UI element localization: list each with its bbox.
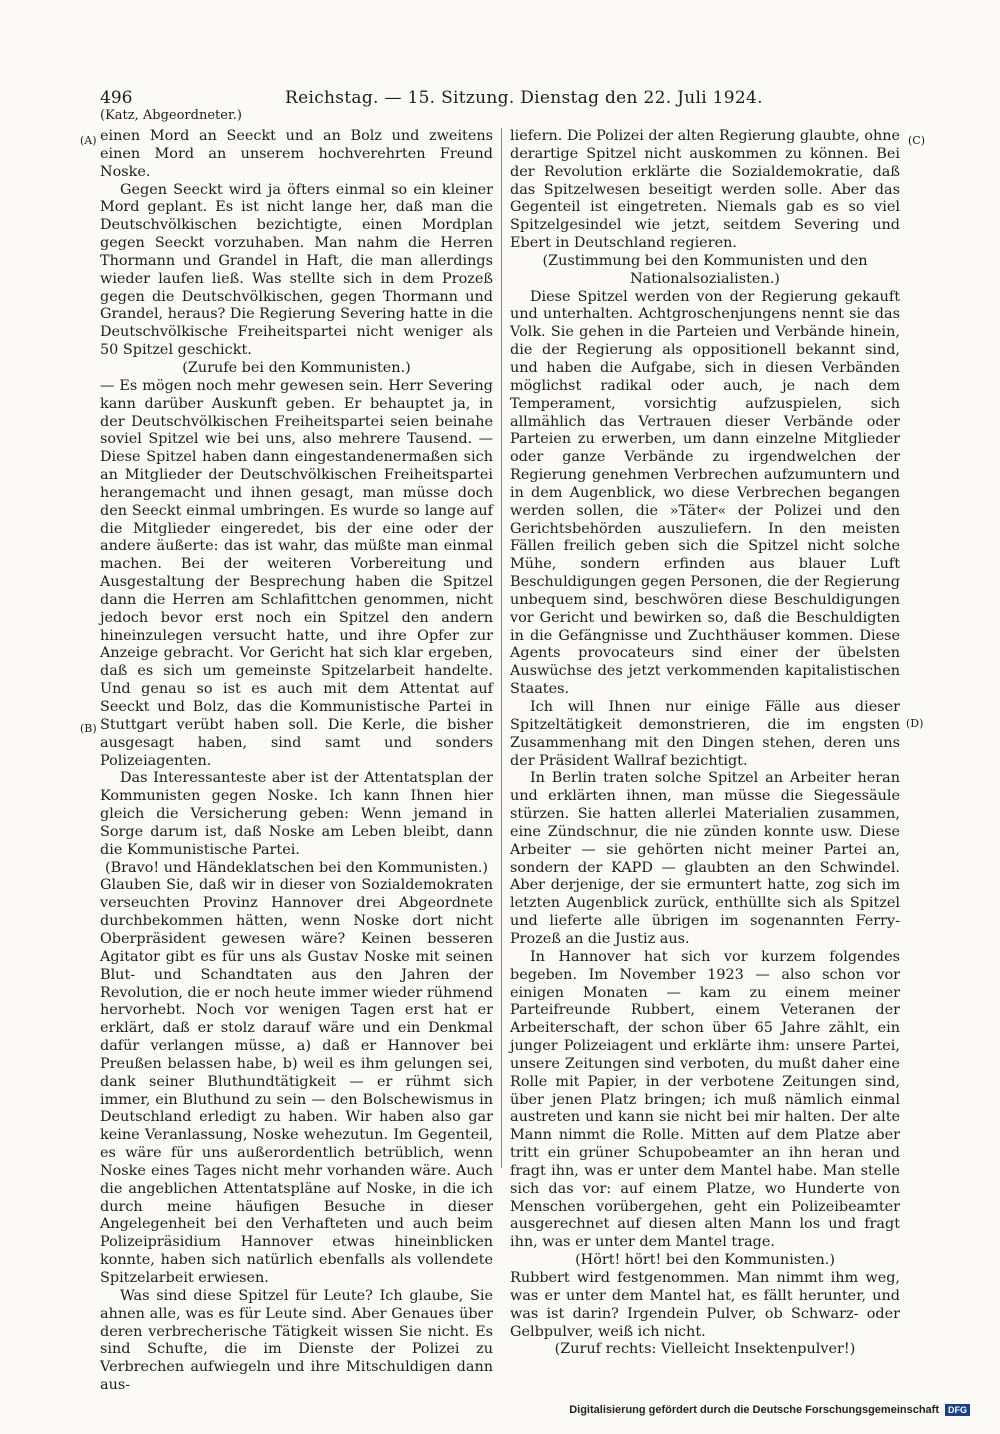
margin-marker-d: (D) xyxy=(906,717,924,730)
paragraph: Rubbert wird festgenommen. Man nimmt ihm weg, was er unter dem Mantel hat, es fällt herunter, und was ist darin? Irgendein Pulver, ob Schwarz- oder Gelbpulver, weiß ich nicht. xyxy=(510,1270,900,1340)
right-column xyxy=(510,128,900,1359)
left-column xyxy=(100,128,493,1395)
page-header xyxy=(100,88,910,110)
interjection: (Zustimmung bei den Kommunisten und den Nationalsozialisten.) xyxy=(542,252,868,287)
interjection: (Bravo! und Händeklatschen bei den Kommunisten.) xyxy=(104,859,489,876)
paragraph: Gegen Seeckt wird ja öfters einmal so ein kleiner Mord geplant. Es ist nicht lange her, daß man die Deutschvölkischen bezichtigte, einen Mordplan gegen Seeckt vorzuhaben. Man nahm die Herren Thormann und Grandel in Haft, die man allerdings wieder laufen ließ. Was stellte sich in dem Prozeß gegen die Deutschvölkischen, gegen Thormann und Grandel, heraus? Die Regierung Severing hatte in die Deutschvölkische Freiheitspartei nicht weniger als 50 Spitzel geschickt. xyxy=(100,181,493,359)
interjection: (Zuruf rechts: Vielleicht Insektenpulver!) xyxy=(554,1341,856,1358)
paragraph: liefern. Die Polizei der alten Regierung glaubte, ohne derartige Spitzel nicht auskommen zu können. Bei der Revolution erklärte die Sozialdemokratie, daß das Spitzelwesen beseitigt werden solle. Aber das Gegenteil ist eingetreten. Niemals gab es so viel Spitzelgesindel wie jetzt, seitdem Severing und Ebert in Deutschland regieren. xyxy=(510,128,900,252)
paragraph: — Es mögen noch mehr gewesen sein. Herr Severing kann darüber Auskunft geben. Er behauptet ja, in der Deutschvölkischen Freiheitspartei seien beinahe soviel Spitzel wie bei uns, also mehrere Tausend. — Diese Spitzel haben dann eingestandenermaßen sich an Mitglieder der Deutschvölkischen Freiheitspartei herangemacht und ihnen gesagt, man müsse doch den Seeckt einmal umbringen. Es wurde so lange auf die Mitglieder eingeredet, bis der eine oder der andere äußerte: das ist wahr, das müßte man einmal machen. Bei der weiteren Vorbereitung und Ausgestaltung der Besprechung haben die Spitzel dann die Herren am Schlafittchen genommen, nicht jedoch bevor erst noch ein Spitzel den andern hineinzulegen versucht hatte, und ihre Opfer zur Anzeige gebracht. Vor Gericht hat sich klar ergeben, daß es sich um gemeinste Spitzelarbeit handelte. Und genau so ist es auch mit dem Attentat auf Seeckt und Bolz, das die Kommunistische Partei in Stuttgart verübt haben soll. Die Kerle, die bisher ausgesagt haben, sind samt und sonders Polizeiagenten. xyxy=(100,377,493,769)
page-number: 496 xyxy=(100,88,133,108)
dfg-logo: DFG xyxy=(945,1404,970,1416)
column-divider xyxy=(501,128,502,1168)
paragraph: einen Mord an Seeckt und an Bolz und zweitens einen Mord an unserem hochverehrten Freund Noske. xyxy=(100,128,493,180)
running-title: Reichstag. — 15. Sitzung. Dienstag den 22. Juli 1924. xyxy=(285,88,763,108)
paragraph: Diese Spitzel werden von der Regierung gekauft und unterhalten. Achtgroschenjungens nennt sie das Volk. Sie gehen in die Parteien und Verbände hinein, die der Regierung als oppositionell bekannt sind, und haben die Aufgabe, sich in diesen Verbänden möglichst radikal oder auch, je nach dem Temperament, vorsichtig aufzuspielen, sich allmählich das Vertrauen dieser Verbände oder Parteien zu erwerben, um dann einzelne Mitglieder oder ganze Verbände zu irgendwelchen der Regierung genehmen Verbrechen aufzumuntern und in dem Augenblick, wo diese Verbrechen begangen werden sollen, die »Täter« der Polizei und den Gerichtsbehörden auszuliefern. In den meisten Fällen freilich geben sich die Spitzel nicht solche Mühe, sondern erfinden aus blauer Luft Beschuldigungen gegen Personen, die der Regierung unbequem sind, beschwören diese Beschuldigungen vor Gericht und bewirken so, daß die Beschuldigten in die Gefängnisse und Zuchthäuser kommen. Diese Agents provocateurs sind einer der übelsten Auswüchse des jetzt verkommenden kapitalistischen Staates. xyxy=(510,288,900,698)
paragraph: In Berlin traten solche Spitzel an Arbeiter heran und erklärten ihnen, man müsse die Siegessäule stürzen. Sie hatten allerlei Materialien zusammen, eine Zündschnur, die nie zünden konnte usw. Diese Arbeiter — sie gehörten nicht meiner Partei an, sondern der KAPD — glaubten an den Schwindel. Aber derjenige, der sie ermuntert hatte, zog sich im letzten Augenblick zurück, enthüllte sich als Spitzel und lieferte alle übrigen im sogenannten Ferry-Prozeß an die Justiz aus. xyxy=(510,770,900,947)
speaker-label: (Katz, Abgeordneter.) xyxy=(100,108,242,123)
margin-marker-a: (A) xyxy=(80,134,97,147)
paragraph: Ich will Ihnen nur einige Fälle aus dieser Spitzeltätigkeit demonstrieren, die im engsten Zusammenhang mit den Dingen stehen, deren uns der Präsident Wallraf bezichtigt. xyxy=(510,699,900,769)
interjection: (Zurufe bei den Kommunisten.) xyxy=(182,359,411,376)
paragraph: In Hannover hat sich vor kurzem folgendes begeben. Im November 1923 — also schon vor einigen Monaten — kam zu einem meiner Parteifreunde Rubbert, einem Veteranen der Arbeiterschaft, der schon über 65 Jahre zählt, ein junger Polizeiagent und erklärte ihm: unsere Partei, unsere Zeitungen sind verboten, du mußt daher eine Rolle mit Papier, in der verbotene Zeitungen sind, über jenen Platz bringen; ich muß nämlich einmal austreten und kann sie nicht bei mir halten. Der alte Mann nimmt die Rolle. Mitten auf dem Platze aber tritt ein grüner Schupobeamter an ihn heran und fragt ihn, was er unter dem Mantel habe. Man stelle sich das vor: auf einem Platze, wo Hunderte von Menschen vorübergehen, geht ein Polizeibeamter ausgerechnet auf diesen alten Mann los und fragt ihn, was er unter dem Mantel trage. xyxy=(510,948,900,1251)
paragraph: Das Interessanteste aber ist der Attentatsplan der Kommunisten gegen Noske. Ich kann Ihnen hier gleich die Versicherung geben: Wenn jemand in Sorge darum ist, daß Noske am Leben bleibt, dann die Kommunistische Partei. xyxy=(100,770,493,858)
margin-marker-b: (B) xyxy=(80,722,97,735)
margin-marker-c: (C) xyxy=(908,134,925,147)
paragraph: Was sind diese Spitzel für Leute? Ich glaube, Sie ahnen alle, was es für Leute sind. Aber Genaues über deren verbrecherische Tätigkeit wissen Sie nicht. Es sind Schufte, die im Dienste der Polizei zu Verbrechen aufwiegeln und ihre Mitschuldigen dann aus- xyxy=(100,1287,493,1394)
interjection: (Hört! hört! bei den Kommunisten.) xyxy=(575,1252,835,1269)
digitization-footer xyxy=(569,1404,970,1416)
footer-text: Digitalisierung gefördert durch die Deutsche Forschungsgemeinschaft xyxy=(569,1404,939,1416)
paragraph: Glauben Sie, daß wir in dieser von Sozialdemokraten verseuchten Provinz Hannover drei Abgeordnete durchbekommen hätten, wenn Noske dort nicht Oberpräsident gewesen wäre? Keinen besseren Agitator gibt es für uns als Gustav Noske mit seinen Blut- und Schandtaten aus den Jahren der Revolution, die er noch heute immer wieder rühmend hervorhebt. Noch vor wenigen Tagen erst hat er erklärt, daß er stolz darauf wäre und ein Denkmal dafür verlangen müsse, a) daß er Hannover bei Preußen belassen habe, b) weil es ihm gelungen sei, dank seiner Bluthundtätigkeit — er rühmt sich immer, ein Bluthund zu sein — den Bolschewismus in Deutschland erledigt zu haben. Wir haben also gar keine Veranlassung, Noske wehezutun. Im Gegenteil, es wäre für uns außerordentlich betrüblich, wenn Noske eines Tages nicht mehr vorhanden wäre. Auch die angeblichen Attentatspläne auf Noske, in die ich durch meine häufigen Besuche in dieser Angelegenheit bei den Verhafteten und auch beim Polizeipräsidium Hannover etwas hineinblicken konnte, haben sich natürlich ebenfalls als vollendete Spitzelarbeit erwiesen. xyxy=(100,877,493,1286)
